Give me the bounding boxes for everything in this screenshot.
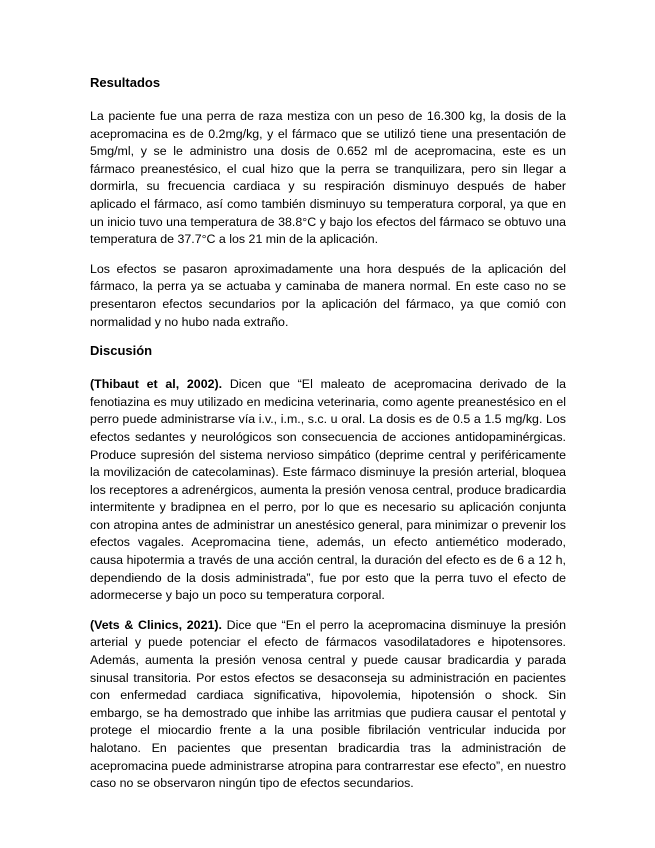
paragraph-discusion-1 [90, 376, 566, 605]
heading-discusion: Discusión [90, 343, 153, 359]
heading-resultados: Resultados [90, 75, 161, 90]
paragraph-discusion-2 [90, 617, 566, 793]
citation-thibaut: (Thibaut et al, 2002). [90, 377, 223, 392]
document-page [90, 73, 566, 805]
paragraph-discusion-1-text: Dicen que “El maleato de acepromacina derivado de la fenotiazina es muy utilizado en medicina veterinaria, como agente preanestésico en el perro puede administrarse vía i.v., i.m., s.c. u oral. La dosis es de 0.5 a 1.5 mg/kg. Los efectos sedantes y neurológicos son consecuencia de acciones antidopaminérgicas. Produce supresión del sistema nervioso simpático (deprime central y periféricamente la movilización de catecolaminas). Este fármaco disminuye la presión arterial, bloquea los receptores a adrenérgicos, aumenta la presión venosa central, produce bradicardia intermitente y bradipnea en el perro, por lo que es necesario su aplicación conjunta con atropina antes de administrar un anestésico general, para minimizar o prevenir los efectos vagales. Acepromacina tiene, además, un efecto antiemético moderado, causa hipotermia a través de una acción central, la duración del efecto es de 6 a 12 h, dependiendo de la dosis administrada”, fue por esto que la perra tuvo el efecto de adormecerse y bajo un poco su temperatura corporal. [90, 377, 566, 603]
paragraph-resultados-1: La paciente fue una perra de raza mestiza con un peso de 16.300 kg, la dosis de la acepromacina es de 0.2mg/kg, y el fármaco que se utilizó tiene una presentación de 5mg/ml, y se le administro una dosis de 0.652 ml de acepromacina, este es un fármaco preanestésico, el cual hizo que la perra se tranquilizara, pero sin llegar a dormirla, su frecuencia cardiaca y su respiración disminuyo después de haber aplicado el fármaco, así como también disminuyo su temperatura corporal, ya que en un inicio tuvo una temperatura de 38.8°C y bajo los efectos del fármaco se obtuvo una temperatura de 37.7°C a los 21 min de la aplicación. [90, 109, 566, 247]
citation-vets-clinics: (Vets & Clinics, 2021). [90, 617, 222, 632]
paragraph-discusion-2-text: Dice que “En el perro la acepromacina disminuye la presión arterial y puede potenciar el efecto de fármacos vasodilatadores e hipotensores. Además, aumenta la presión venosa central y puede causar bradicardia y parada sinusal transitoria. Por estos efectos se desaconseja su administración en pacientes con enfermedad cardiaca significativa, hipovolemia, hipotensión o shock. Sin embargo, se ha demostrado que inhibe las arritmias que pudiera causar el pentotal y protege el miocardio frente a la una posible fibrilación ventricular inducida por halotano. En pacientes que presentan bradicardia tras la administración de acepromacina puede administrarse atropina para contrarrestar ese efecto”, en nuestro caso no se observaron ningún tipo de efectos secundarios. [90, 617, 567, 791]
paragraph-resultados-2: Los efectos se pasaron aproximadamente una hora después de la aplicación del fármaco, la perra ya se actuaba y caminaba de manera normal. En este caso no se presentaron efectos secundarios por la aplicación del fármaco, ya que comió con normalidad y no hubo nada extraño. [90, 261, 566, 329]
